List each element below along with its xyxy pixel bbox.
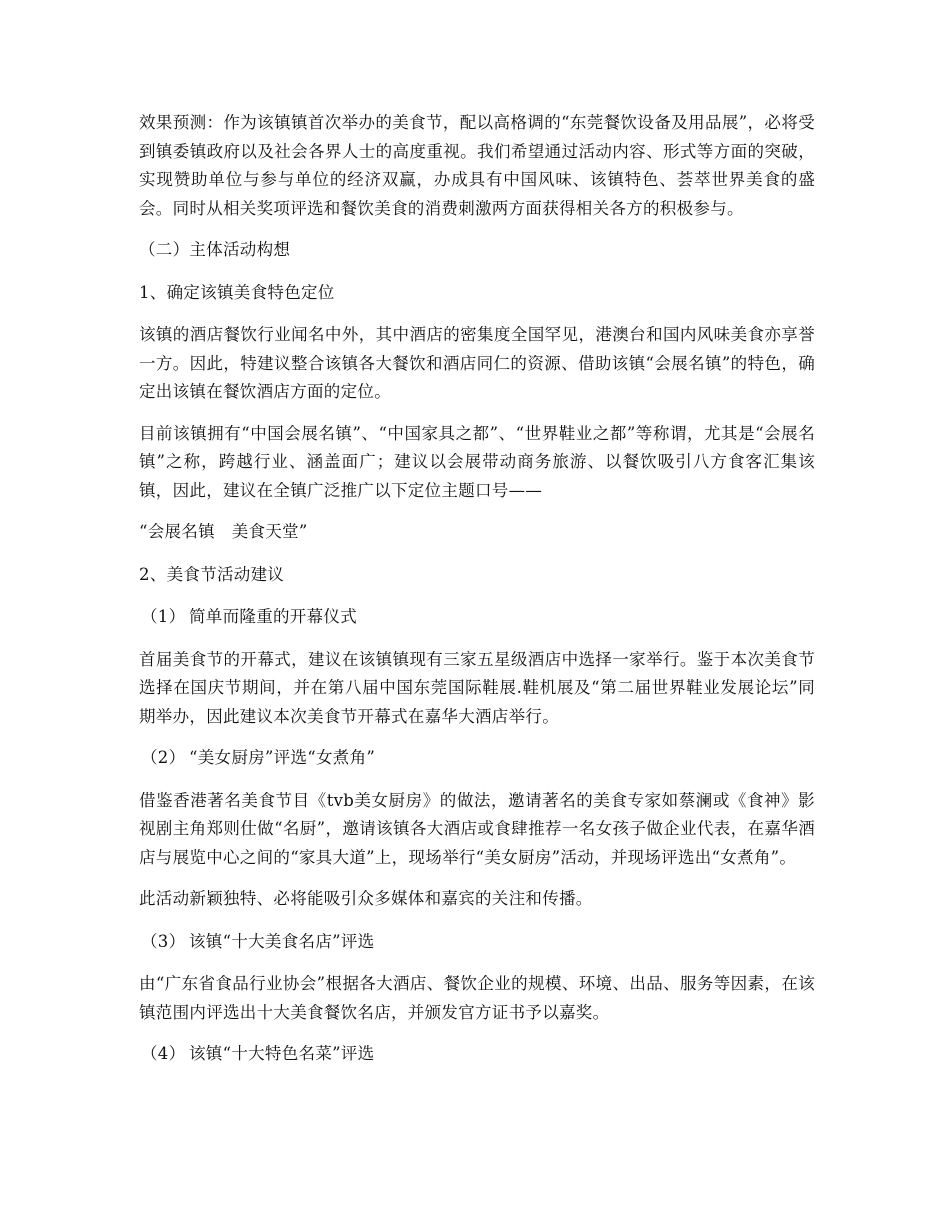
subheading-top-restaurants [139,928,815,957]
subheading-number: （2） [141,748,186,767]
paragraph-positioning: 该镇的酒店餐饮行业闻名中外，其中酒店的密集度全国罕见，港澳台和国内风味美食亦享誉一方。因此，特建议整合该镇各大餐饮和酒店同仁的资源、借助该镇“会展名镇”的特色，确定出该镇在餐饮酒店方面的定位。 [139,325,815,401]
section-heading: （二）主体活动构想 [139,240,291,259]
subheading-beauty-kitchen [139,744,815,773]
paragraph-titles: 目前该镇拥有“中国会展名镇”、“中国家具之都”、“世界鞋业之都”等称谓，尤其是“会展名镇”之称，跨越行业、涵盖面广；建议以会展带动商务旅游、以餐饮吸引八方食客汇集该镇，因此，建议在全镇广泛推广以下定位主题口号—— [139,423,815,500]
subheading-title: 简单而隆重的开幕仪式 [189,607,357,626]
paragraph-beauty-kitchen: 借鉴香港著名美食节目《tvb美女厨房》的做法，邀请著名的美食专家如蔡澜或《食神》影视剧主角郑则仕做“名厨”，邀请该镇各大酒店或食肆推荐一名女孩子做企业代表，在嘉华酒店与展览中心之间的“家具大道”上，现场举行“美女厨房”活动，并现场评选出“女煮角”。 [139,790,815,867]
item-heading: 2、美食节活动建议 [139,564,285,584]
subheading-top-dishes [139,1040,815,1069]
paragraph-opening-ceremony: 首届美食节的开幕式，建议在该镇镇现有三家五星级酒店中选择一家举行。鉴于本次美食节选择在国庆节期间，并在第八届中国东莞国际鞋展.鞋机展及“第二届世界鞋业发展论坛”同期举办，因此建议本次美食节开幕式在嘉华大酒店举行。 [139,649,815,726]
slogan: “会展名镇 美食天堂” [139,522,308,541]
subheading-title: 该镇“十大特色名菜”评选 [189,1044,375,1063]
item-heading: 1、确定该镇美食特色定位 [139,282,335,302]
paragraph-top-restaurants: 由“广东省食品行业协会”根据各大酒店、餐饮企业的规模、环境、出品、服务等因素，在该镇范围内评选出十大美食餐饮名店，并颁发官方证书予以嘉奖。 [139,974,815,1022]
document-body [139,109,815,1083]
subheading-title: “美女厨房”评选“女煮角” [189,748,376,767]
paragraph-forecast: 效果预测：作为该镇镇首次举办的美食节，配以高格调的“东莞餐饮设备及用品展”，必将受到镇委镇政府以及社会各界人士的高度重视。我们希望通过活动内容、形式等方面的突破，实现赞助单位与参与单位的经济双赢，办成具有中国风味、该镇特色、荟萃世界美食的盛会。同时从相关奖项评选和餐饮美食的消费刺激两方面获得相关各方的积极参与。 [139,113,815,218]
paragraph-media-note: 此活动新颖独特、必将能吸引众多媒体和嘉宾的关注和传播。 [139,889,593,908]
subheading-title: 该镇“十大美食名店”评选 [189,931,375,951]
subheading-number: （4） [141,1044,186,1063]
subheading-opening-ceremony [139,603,815,632]
subheading-number: （1） [141,607,186,626]
subheading-number: （3） [141,931,186,951]
